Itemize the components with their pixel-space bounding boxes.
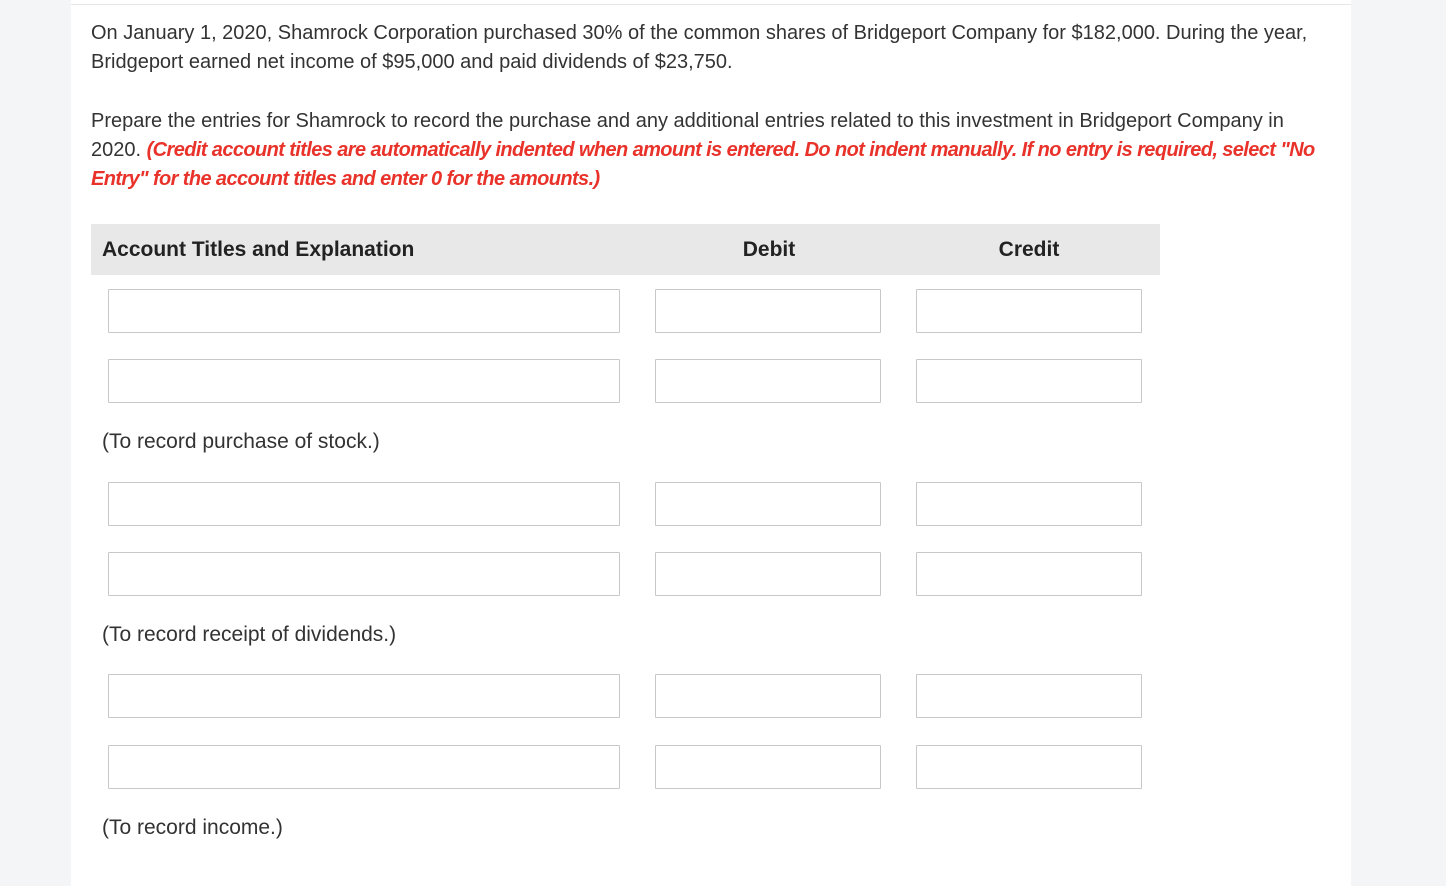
question-panel [71, 0, 1351, 886]
account-title-input[interactable] [108, 745, 620, 789]
entry-explanation-dividends: (To record receipt of dividends.) [102, 623, 397, 646]
question-paragraph-1: On January 1, 2020, Shamrock Corporation purchased 30% of the common shares of Bridgeport Company for $182,000. During the year, Bridgeport earned net income of $95,000 and paid dividends of $23,750. [91, 22, 1308, 73]
debit-amount-input[interactable] [655, 289, 881, 333]
question-paragraph-2 [91, 107, 1331, 194]
credit-amount-input[interactable] [916, 289, 1142, 333]
header-debit: Debit [742, 238, 796, 261]
entry-explanation-income: (To record income.) [102, 816, 283, 839]
entry-explanation-purchase: (To record purchase of stock.) [102, 430, 380, 453]
account-title-input[interactable] [108, 482, 620, 526]
question-prompt: Prepare the entries for Shamrock to record the purchase and any additional entries related to this investment in Bridgeport Company in 2020. [91, 110, 1284, 161]
journal-row [71, 289, 1351, 333]
debit-amount-input[interactable] [655, 552, 881, 596]
header-credit: Credit [998, 238, 1060, 261]
credit-amount-input[interactable] [916, 482, 1142, 526]
header-account-titles: Account Titles and Explanation [102, 238, 415, 261]
journal-row [71, 552, 1351, 596]
credit-amount-input[interactable] [916, 552, 1142, 596]
journal-row [71, 359, 1351, 403]
debit-amount-input[interactable] [655, 745, 881, 789]
account-title-input[interactable] [108, 359, 620, 403]
account-title-input[interactable] [108, 289, 620, 333]
debit-amount-input[interactable] [655, 674, 881, 718]
account-title-input[interactable] [108, 674, 620, 718]
credit-amount-input[interactable] [916, 745, 1142, 789]
journal-row [71, 674, 1351, 718]
top-divider [71, 4, 1351, 5]
credit-amount-input[interactable] [916, 674, 1142, 718]
journal-table-header [91, 224, 1160, 275]
debit-amount-input[interactable] [655, 359, 881, 403]
account-title-input[interactable] [108, 552, 620, 596]
credit-amount-input[interactable] [916, 359, 1142, 403]
question-instruction: (Credit account titles are automatically indented when amount is entered. Do not indent manually. If no entry is required, select "No Entry" for the account titles and enter 0 for the amounts.) [91, 139, 1315, 190]
debit-amount-input[interactable] [655, 482, 881, 526]
journal-row [71, 745, 1351, 789]
journal-row [71, 482, 1351, 526]
